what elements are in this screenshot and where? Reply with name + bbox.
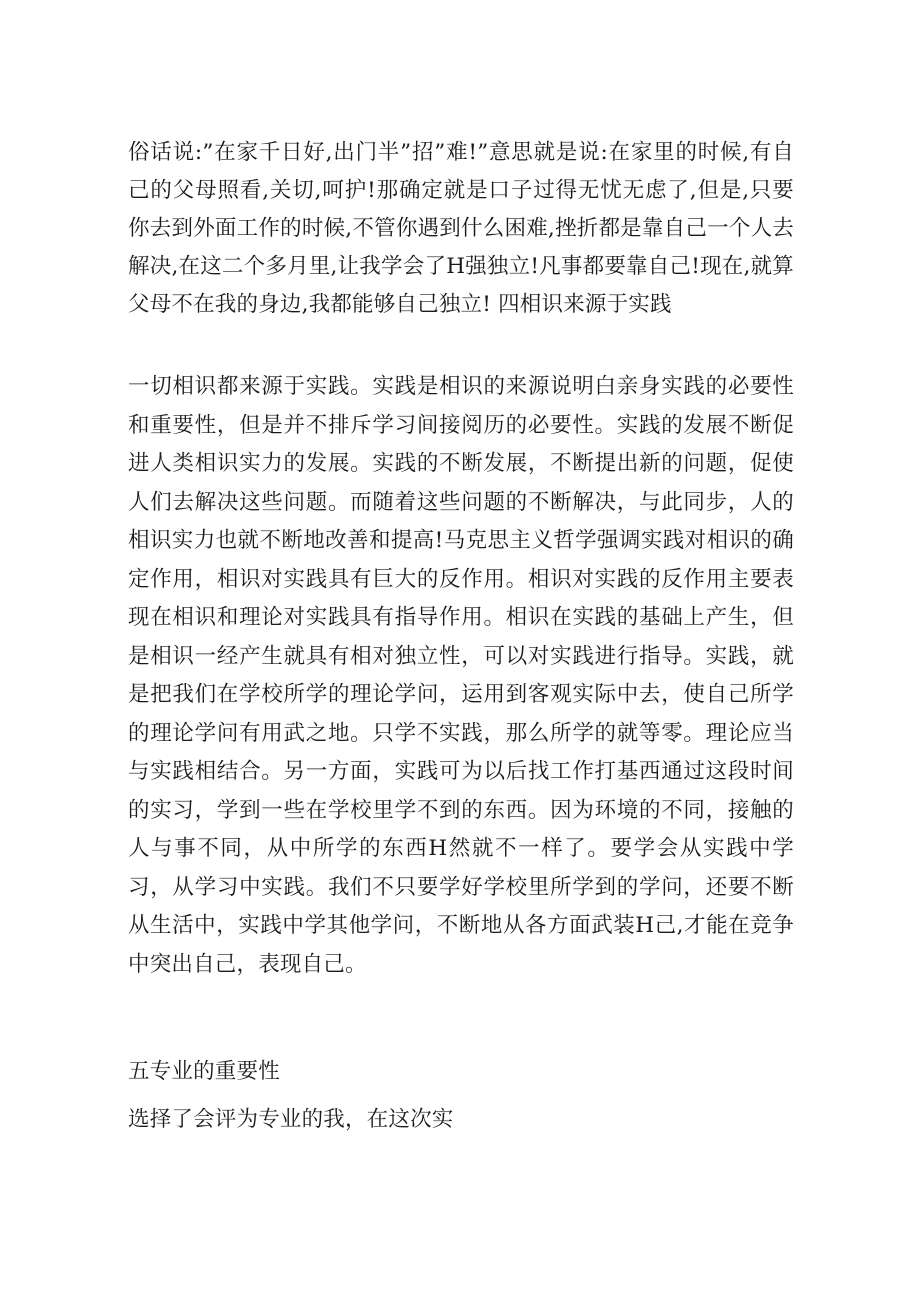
- section-heading-major-importance: 五专业的重要性: [128, 1059, 280, 1084]
- paragraph-knowledge-from-practice: 一切相识都来源于实践。实践是相识的来源说明白亲身实践的必要性和重要性，但是并不排斥学习间接阅历的必要性。实践的发展不断促进人类相识实力的发展。实践的不断发展，不断提出新的问题，促使人们去解决这些问题。而随着这些问题的不断解决，与此同步，人的相识实力也就不断地改善和提高!马克思主义哲学强调实践对相识的确定作用，相识对实践具有巨大的反作用。相识对实践的反作用主要表现在相识和理论对实践具有指导作用。相识在实践的基础上产生，但是相识一经产生就具有相对独立性，可以对实践进行指导。实践，就是把我们在学校所学的理论学问，运用到客观实际中去，使自己所学的理论学问有用武之地。只学不实践，那么所学的就等零。理论应当与实践相结合。另一方面，实践可为以后找工作打基西通过这段时间的实习，学到一些在学校里学不到的东西。因为环境的不同，接触的人与事不同，从中所学的东西H然就不一样了。要学会从实践中学习，从学习中实践。我们不只要学好学校里所学到的学问，还要不断从生活中，实践中学其他学问，不断地从各方面武装H己,才能在竞争中突出自己，表现自己。: [128, 374, 794, 977]
- paragraph-proverb-independence: 俗话说:”在家千日好,出门半”招”难!”意思就是说:在家里的时候,有自己的父母照看,关切,呵护!那确定就是口子过得无忧无虑了,但是,只要你去到外面工作的时候,不管你遇到什么困难,挫折都是靠自己一个人去解决,在这二个多月里,让我学会了H强独立!凡事都要靠自己!现在,就算父母不在我的身边,我都能够自己独立! 四相识来源于实践: [128, 140, 794, 317]
- paragraph-major-choice: 选择了会评为专业的我，在这次实: [128, 1107, 454, 1132]
